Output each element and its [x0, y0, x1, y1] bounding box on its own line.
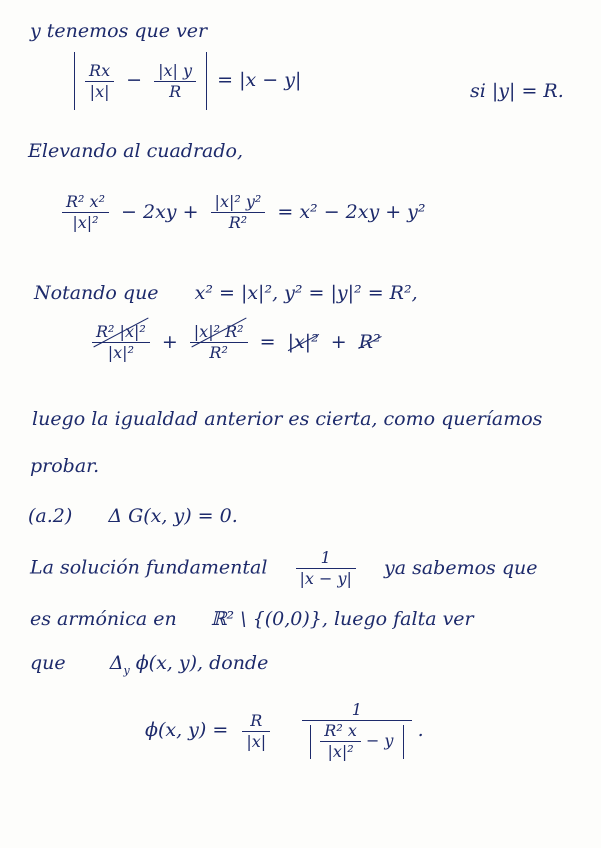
part-a2 — [28, 505, 238, 527]
minus-sign: − — [126, 69, 143, 91]
rhs: = |x − y| — [217, 69, 302, 91]
text: que — [30, 652, 66, 674]
denominator: |x|² — [72, 213, 99, 232]
period: . — [417, 719, 424, 741]
numerator: |x|² R² — [190, 322, 248, 343]
equation-2 — [62, 192, 432, 233]
term: |x|² — [287, 330, 319, 353]
plus-sign: + — [161, 330, 178, 353]
equals-sign: = — [259, 330, 276, 353]
plus-sign: + — [330, 330, 347, 353]
numerator: R² x — [320, 721, 361, 742]
numerator: |x|² y² — [211, 192, 266, 213]
rhs: = x² − 2xy + y² — [277, 200, 426, 223]
numerator: 1 — [296, 548, 356, 569]
math: Δ G(x, y) = 0. — [108, 505, 238, 527]
equation-1 — [70, 52, 301, 110]
math: ϕ(x, y), donde — [135, 652, 269, 674]
denominator: R — [169, 81, 182, 101]
math: x² = |x|², y² = |y|² = R², — [194, 282, 418, 304]
condition: si |y| = R. — [470, 80, 564, 102]
text: Notando que — [34, 282, 159, 304]
text: La solución fundamental — [30, 556, 268, 579]
denominator: |x − y| — [299, 569, 352, 588]
inner-fraction — [320, 721, 361, 762]
text: ya sabemos que — [383, 556, 538, 579]
subscript: y — [123, 663, 130, 677]
numerator: |x| y — [154, 61, 196, 82]
fraction — [154, 61, 196, 102]
fraction — [190, 322, 248, 363]
denominator: |x|² — [107, 343, 134, 362]
text: , luego falta ver — [321, 608, 474, 630]
numerator: Rx — [85, 61, 114, 82]
text: es armónica en — [30, 608, 177, 630]
abs-bar — [310, 725, 311, 759]
math: ℝ² \ {(0,0)} — [210, 608, 322, 630]
inner-tail: − y — [365, 731, 394, 750]
line-squaring: Elevando al cuadrado, — [28, 140, 243, 162]
fundamental-line — [30, 548, 537, 589]
fraction — [85, 61, 114, 102]
denominator: R² — [209, 343, 228, 362]
laplacian-line — [30, 652, 268, 677]
abs-bar — [206, 52, 207, 110]
denominator: |x| — [246, 731, 267, 751]
numerator: R² |x|² — [92, 322, 150, 343]
fraction — [302, 700, 411, 762]
laplacian-symbol: Δ — [109, 652, 124, 674]
denominator: |x| — [89, 81, 110, 101]
abs-bar — [74, 52, 75, 110]
abs-bar — [403, 725, 404, 759]
lhs: ϕ(x, y) = — [145, 719, 229, 741]
denominator: |x|² — [327, 742, 354, 761]
part-label: (a.2) — [28, 505, 73, 527]
equation-3 — [92, 322, 381, 363]
conclusion-line: luego la igualdad anterior es cierta, como queríamos — [32, 408, 543, 430]
denominator: R² — [228, 213, 248, 232]
fraction — [62, 192, 109, 233]
numerator: R² x² — [62, 192, 109, 213]
numerator: R — [242, 711, 270, 732]
fraction — [296, 548, 356, 589]
harmonic-line — [30, 608, 474, 630]
fraction — [211, 192, 266, 233]
numerator: 1 — [302, 700, 411, 721]
term: R² — [358, 330, 381, 353]
fraction — [92, 322, 150, 363]
intro-line: y tenemos que ver — [30, 20, 208, 42]
middle-term: − 2xy + — [121, 200, 199, 223]
denominator — [302, 721, 411, 762]
equation-4 — [145, 700, 424, 762]
conclusion-line-end: probar. — [30, 455, 100, 477]
fraction — [242, 711, 270, 752]
noting-line — [34, 282, 418, 304]
